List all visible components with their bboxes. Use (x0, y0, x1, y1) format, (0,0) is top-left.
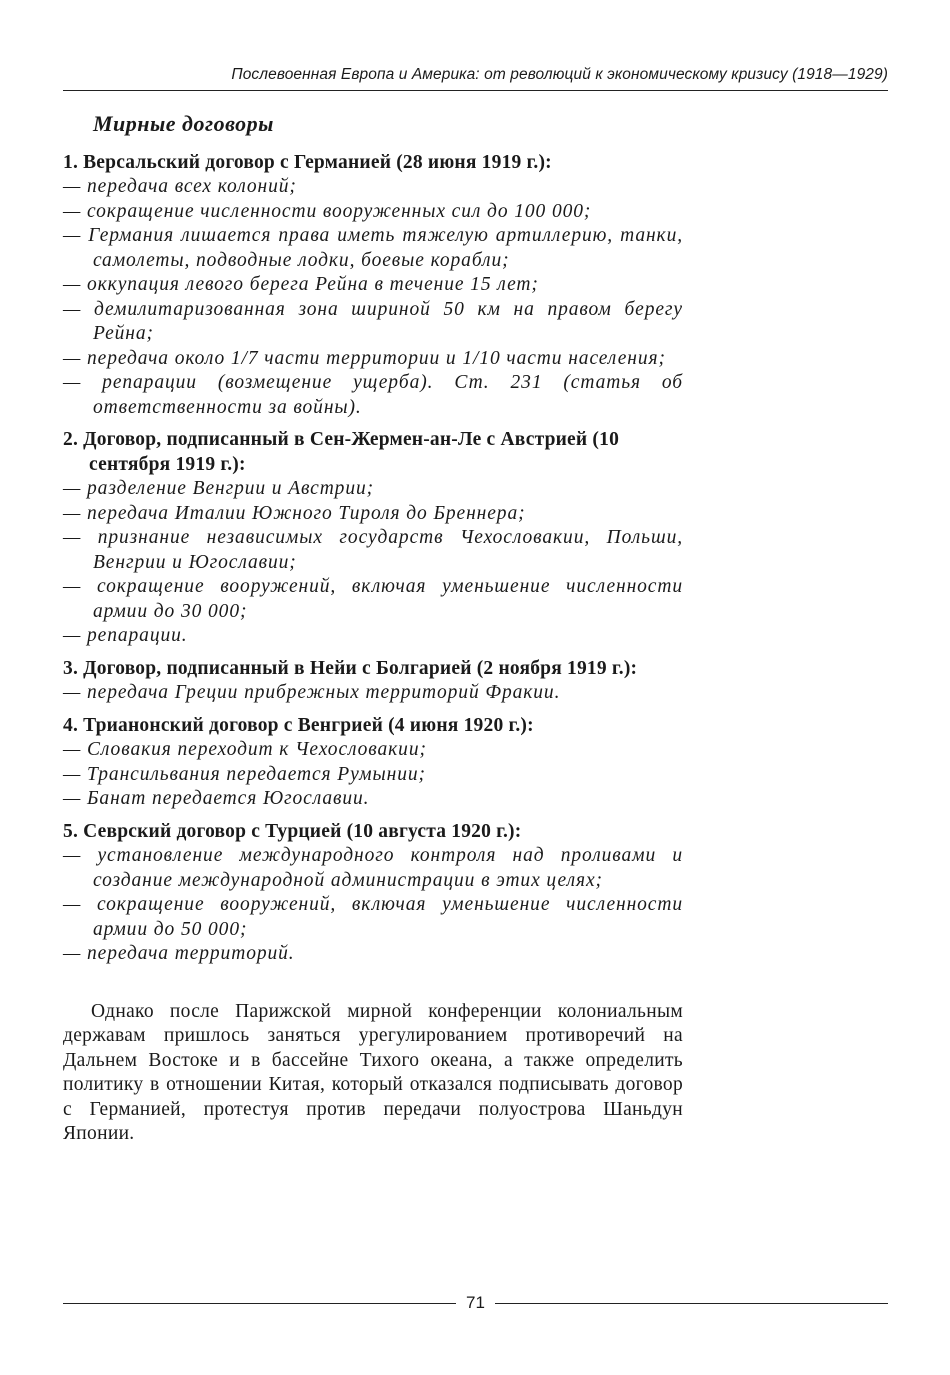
treaty-list (63, 151, 683, 967)
treaty-title: 1. Версальский договор с Германией (28 июня 1919 г.): (63, 151, 552, 173)
treaty-block (63, 428, 683, 649)
treaty-term: — репарации (возмещение ущерба). Ст. 231 (статья об ответственности за войны). (63, 372, 683, 418)
treaty-terms (63, 477, 683, 649)
treaty-term: — разделение Венгрии и Австрии; (63, 478, 375, 499)
treaty-term: — Банат передается Югославии. (63, 788, 370, 809)
treaty-term: — сокращение численности вооруженных сил до 100 000; (63, 200, 592, 222)
treaty-block (63, 714, 683, 812)
treaty-terms (63, 844, 683, 967)
page-number: 71 (466, 1293, 485, 1312)
treaty-term: — сокращение вооружений, включая уменьшение численности армии до 50 000; (63, 894, 683, 940)
treaty-block (63, 151, 683, 421)
treaty-term: — репарации. (63, 625, 188, 646)
treaty-term: — передача всех колоний; (63, 176, 297, 197)
treaty-title: 2. Договор, подписанный в Сен-Жермен-ан-Ле с Австрией (10 сентября 1919 г.): (63, 429, 620, 475)
treaty-block (63, 820, 683, 967)
treaty-term: — передача около 1/7 части территории и 1/10 части населения; (63, 347, 666, 369)
treaty-title: 4. Трианонский договор с Венгрией (4 июня 1920 г.): (63, 714, 534, 736)
treaty-term: — признание независимых государств Чехословакии, Польши, Венгрии и Югославии; (63, 527, 683, 573)
treaty-term: — сокращение вооружений, включая уменьшение численности армии до 30 000; (63, 576, 683, 622)
treaty-term: — оккупация левого берега Рейна в течение 15 лет; (63, 274, 539, 295)
treaty-title: 5. Севрский договор с Турцией (10 августа 1920 г.): (63, 820, 522, 842)
treaty-term: — передача Италии Южного Тироля до Бреннера; (63, 502, 526, 524)
treaty-term: — Трансильвания передается Румынии; (63, 763, 426, 785)
page-footer (63, 1291, 888, 1315)
treaty-title: 3. Договор, подписанный в Нейи с Болгарией (2 ноября 1919 г.): (63, 657, 638, 679)
treaty-term: — передача территорий. (63, 943, 295, 964)
treaty-terms (63, 738, 683, 812)
page-content (63, 112, 683, 1147)
treaty-terms (63, 175, 683, 420)
treaty-block (63, 657, 683, 706)
body-paragraph: Однако после Парижской мирной конференции колониальным державам пришлось заняться урегулированием противоречий на Дальнем Востоке и в бассейне Тихого океана, а также определить политику в отношении Китая, который отказался подписывать договор с Германией, протестуя против передачи полуострова Шаньдун Японии. (63, 1000, 683, 1144)
footer-rule-left (63, 1303, 456, 1304)
footer-rule-right (495, 1303, 888, 1304)
treaty-term: — установление международного контроля над проливами и создание международной администрации в этих целях; (63, 845, 683, 891)
treaty-term: — Словакия переходит к Чехословакии; (63, 739, 427, 760)
treaty-term: — Германия лишается права иметь тяжелую артиллерию, танки, самолеты, подводные лодки, боевые корабли; (63, 225, 683, 271)
treaty-term: — передача Греции прибрежных территорий Фракии. (63, 682, 561, 703)
treaty-terms (63, 681, 683, 706)
treaty-term: — демилитаризованная зона шириной 50 км на правом берегу Рейна; (63, 298, 683, 344)
running-header: Послевоенная Европа и Америка: от революций к экономическому кризису (1918—1929) (63, 66, 888, 91)
section-title: Мирные договоры (93, 111, 274, 136)
